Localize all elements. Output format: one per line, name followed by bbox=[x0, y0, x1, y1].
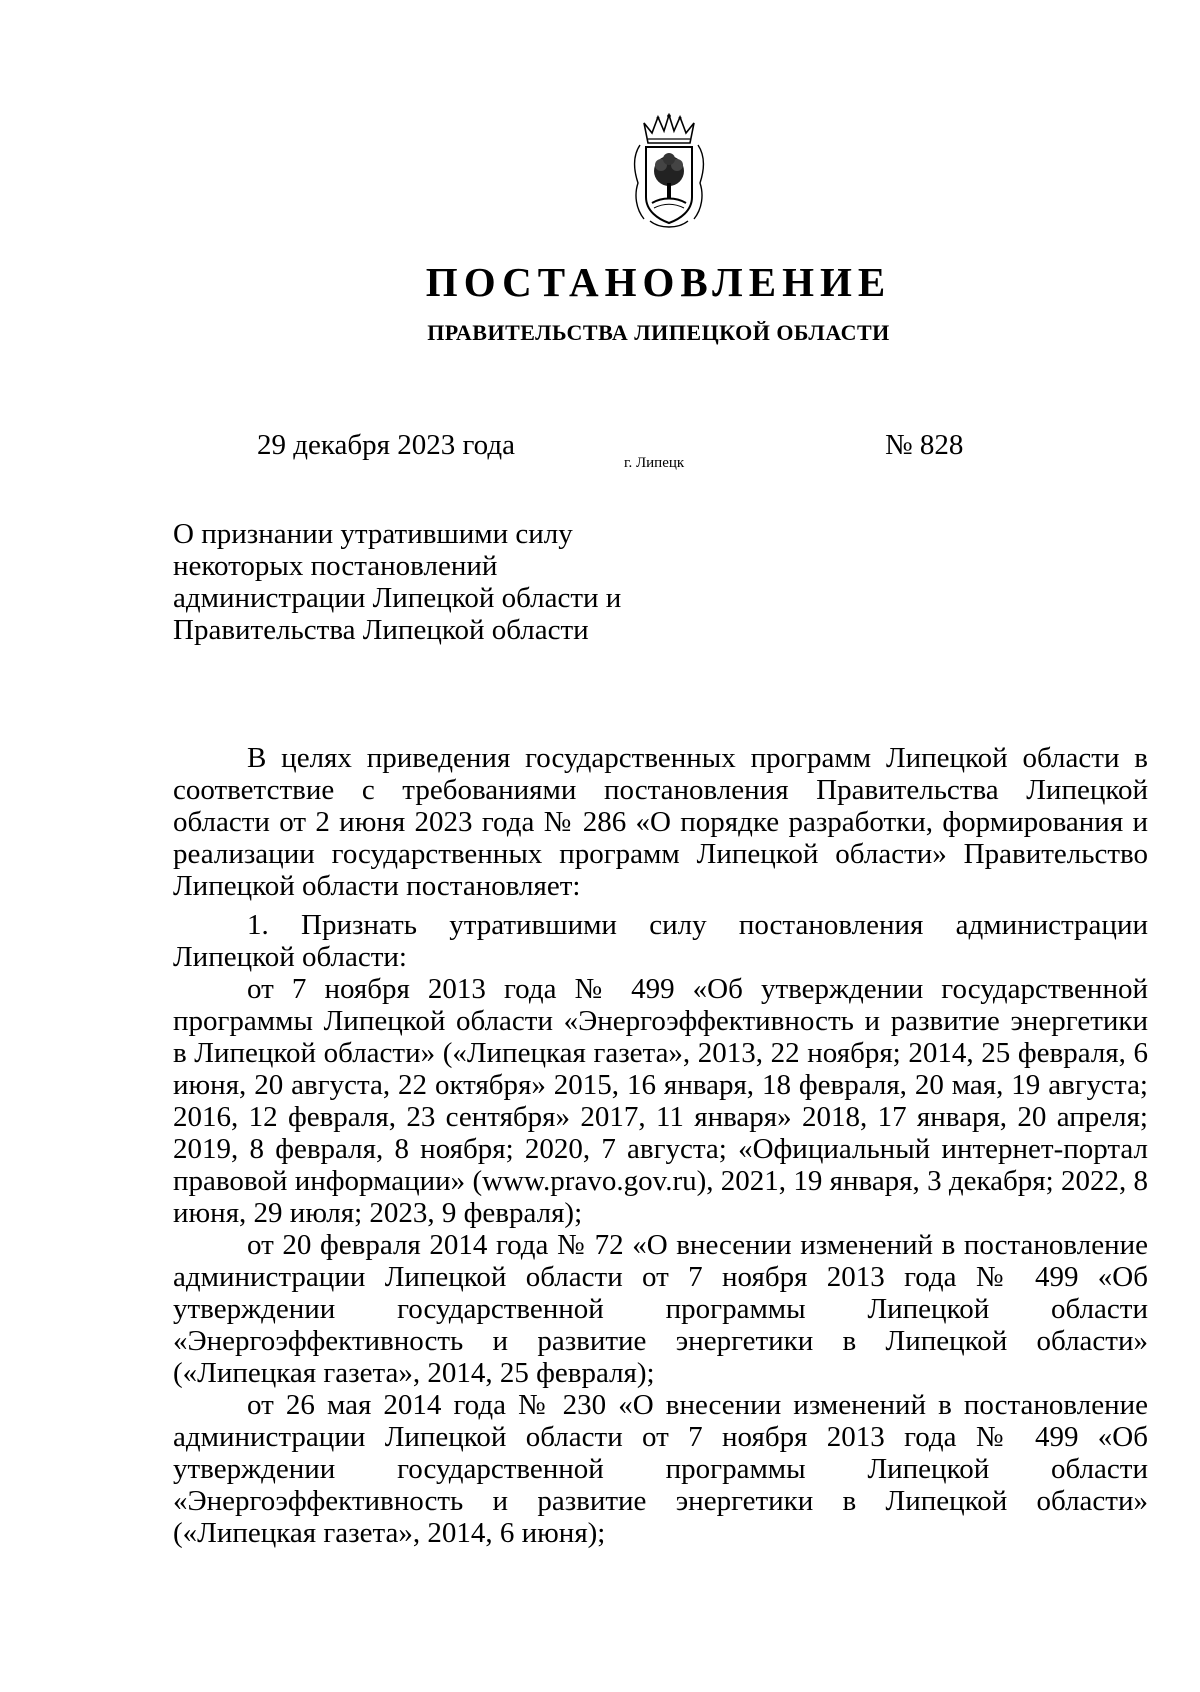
document-subtitle: ПРАВИТЕЛЬСТВА ЛИПЕЦКОЙ ОБЛАСТИ bbox=[427, 320, 890, 345]
document-date: 29 декабря 2023 года bbox=[257, 429, 515, 461]
document-subject bbox=[173, 518, 693, 646]
document-title: ПОСТАНОВЛЕНИЕ bbox=[425, 259, 892, 305]
document-number: № 828 bbox=[885, 429, 964, 461]
subject-line: О признании утратившими силу bbox=[173, 518, 573, 550]
body-paragraph: В целях приведения государственных программ Липецкой области в соответствие с требованиями постановления Правительства Липецкой области от 2 июня 2023 года № 286 «О порядке разработки, формирования и реализации государственных программ Липецкой области» Правительство Липецкой области постановляет: bbox=[173, 742, 1148, 902]
body-paragraph: от 26 мая 2014 года № 230 «О внесении изменений в постановление администрации Липецкой области от 7 ноября 2013 года № 499 «Об утверждении государственной программы Липецкой области «Энергоэффективность и развитие энергетики в Липецкой области» («Липецкая газета», 2014, 6 июня); bbox=[173, 1389, 1148, 1549]
subject-line: некоторых постановлений bbox=[173, 550, 498, 582]
lipetsk-coat-of-arms-icon bbox=[630, 113, 708, 231]
body-paragraph: 1. Признать утратившими силу постановления администрации Липецкой области: bbox=[173, 909, 1148, 973]
subject-line: Правительства Липецкой области bbox=[173, 614, 589, 646]
document-city: г. Липецк bbox=[624, 455, 685, 471]
body-paragraph: от 7 ноября 2013 года № 499 «Об утверждении государственной программы Липецкой области «Энергоэффективность и развитие энергетики в Липецкой области» («Липецкая газета», 2013, 22 ноября; 2014, 25 февраля, 6 июня, 20 августа, 22 октября» 2015, 16 января, 18 февраля, 20 мая, 19 августа; 2016, 12 февраля, 23 сентября» 2017, 11 января» 2018, 17 января, 20 апреля; 2019, 8 февраля, 8 ноября; 2020, 7 августа; «Официальный интернет-портал правовой информации» (www.pravo.gov.ru), 2021, 19 января, 3 декабря; 2022, 8 июня, 29 июля; 2023, 9 февраля); bbox=[173, 973, 1148, 1229]
document-body bbox=[173, 742, 1148, 1549]
subject-line: администрации Липецкой области и bbox=[173, 582, 622, 614]
coat-of-arms-graphic bbox=[630, 113, 708, 231]
body-paragraph: от 20 февраля 2014 года № 72 «О внесении изменений в постановление администрации Липецкой области от 7 ноября 2013 года № 499 «Об утверждении государственной программы Липецкой области «Энергоэффективность и развитие энергетики в Липецкой области» («Липецкая газета», 2014, 25 февраля); bbox=[173, 1229, 1148, 1389]
